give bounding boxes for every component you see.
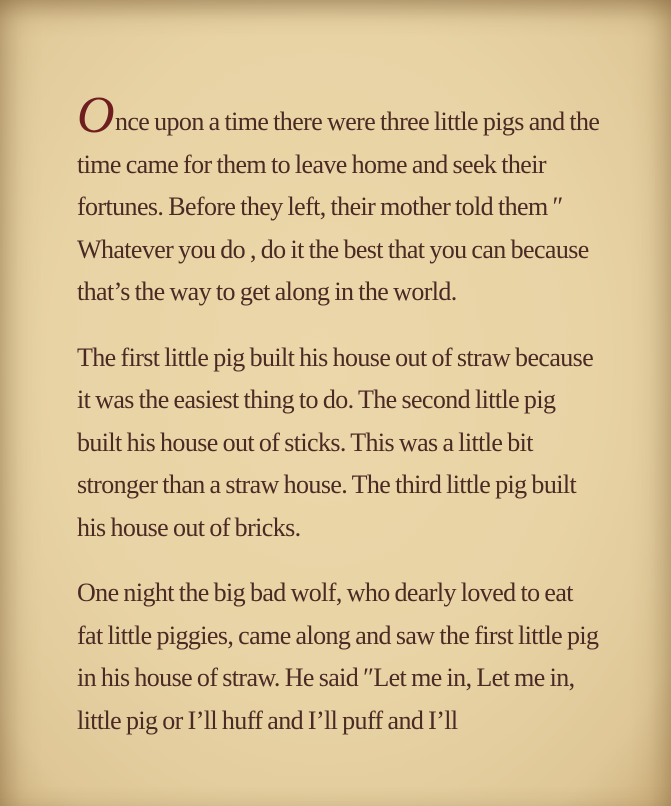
story-paragraph-3: One night the big bad wolf, who dearly loved to eat fat little piggies, came along and saw the first little pig in his house of straw. He said ″Let me in, Let me in, little pig or I’ll huff and I’ll puff and I’ll [77, 578, 599, 735]
drop-cap: O [77, 87, 114, 144]
story-paragraph-1 [77, 87, 601, 314]
story-paragraph-2: The first little pig built his house out of straw because it was the easiest thing to do. The second little pig built his house out of sticks. This was a little bit stronger than a straw house. The third little pig built his house out of bricks. [77, 342, 594, 542]
paragraph-1-text: nce upon a time there were three little pigs and the time came for them to leave home and seek their fortunes. Before they left, their mother told them ″ Whatever you do , do it the best that you can because that’s the way to get along in the world. [77, 107, 600, 306]
story-text [77, 87, 601, 765]
